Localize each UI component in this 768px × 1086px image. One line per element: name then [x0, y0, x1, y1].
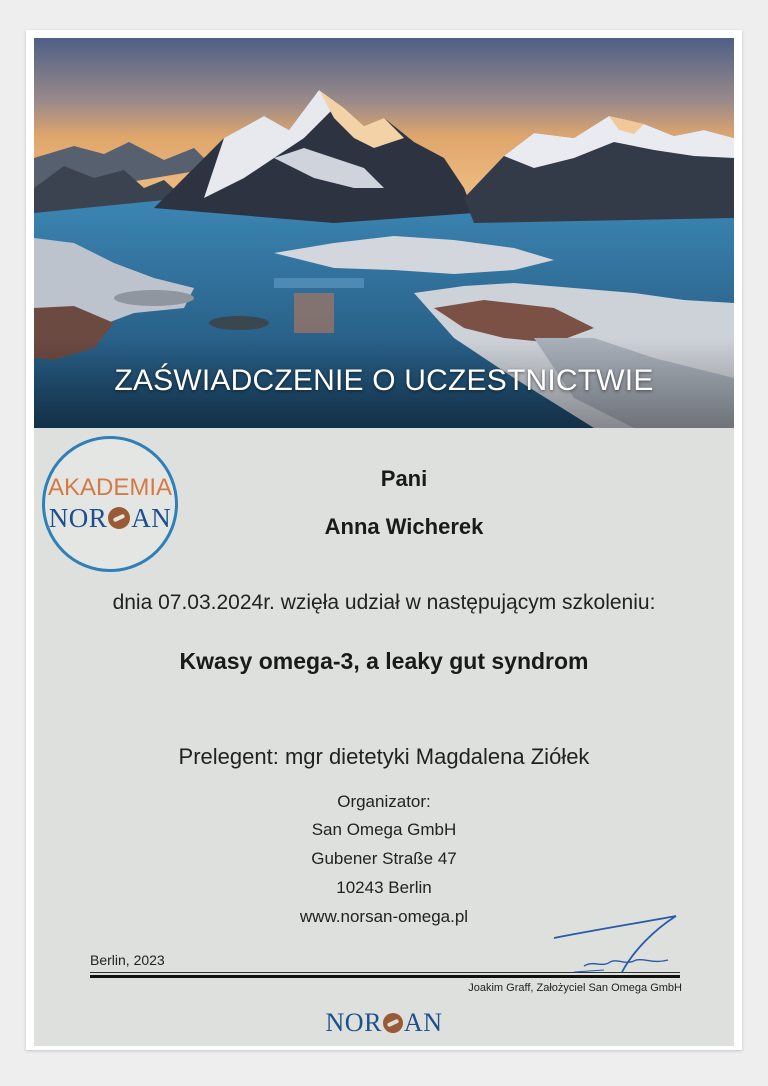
footer-logo-left: NOR	[325, 1008, 382, 1037]
norsan-footer-logo	[34, 1008, 734, 1038]
certificate-sheet	[26, 30, 742, 1050]
organizer-street: Gubener Straße 47	[311, 849, 457, 868]
signature-scribble	[544, 910, 684, 980]
akademia-norsan-logo	[42, 436, 178, 572]
organizer-city: 10243 Berlin	[336, 878, 432, 897]
salutation: Pani	[380, 466, 428, 491]
organizer-website: www.norsan-omega.pl	[299, 907, 469, 926]
logo-norsan-text	[45, 503, 175, 534]
place-date: Berlin, 2023	[90, 952, 165, 968]
norsan-s-mark-icon	[108, 507, 130, 529]
participation-statement: dnia 07.03.2024r. wzięła udział w następującym szkoleniu:	[112, 591, 656, 614]
norsan-s-mark-icon	[383, 1013, 403, 1033]
participant-name: Anna Wicherek	[324, 514, 484, 539]
certificate-panel	[34, 38, 734, 1046]
organizer-label: Organizator:	[337, 792, 431, 811]
signer-caption: Joakim Graff, Założyciel San Omega GmbH	[468, 982, 682, 994]
course-title: Kwasy omega-3, a leaky gut syndrom	[179, 648, 589, 674]
certificate-title: ZAŚWIADCZENIE O UCZESTNICTWIE	[114, 364, 654, 397]
speaker: Prelegent: mgr dietetyki Magdalena Ziółek	[178, 744, 590, 769]
footer-logo-right: AN	[403, 1008, 443, 1037]
logo-norsan-right: AN	[131, 503, 172, 533]
hero-image	[34, 38, 734, 428]
logo-norsan-left: NOR	[48, 503, 108, 533]
organizer-company: San Omega GmbH	[311, 820, 457, 839]
logo-akademia-text: AKADEMIA	[47, 474, 173, 501]
